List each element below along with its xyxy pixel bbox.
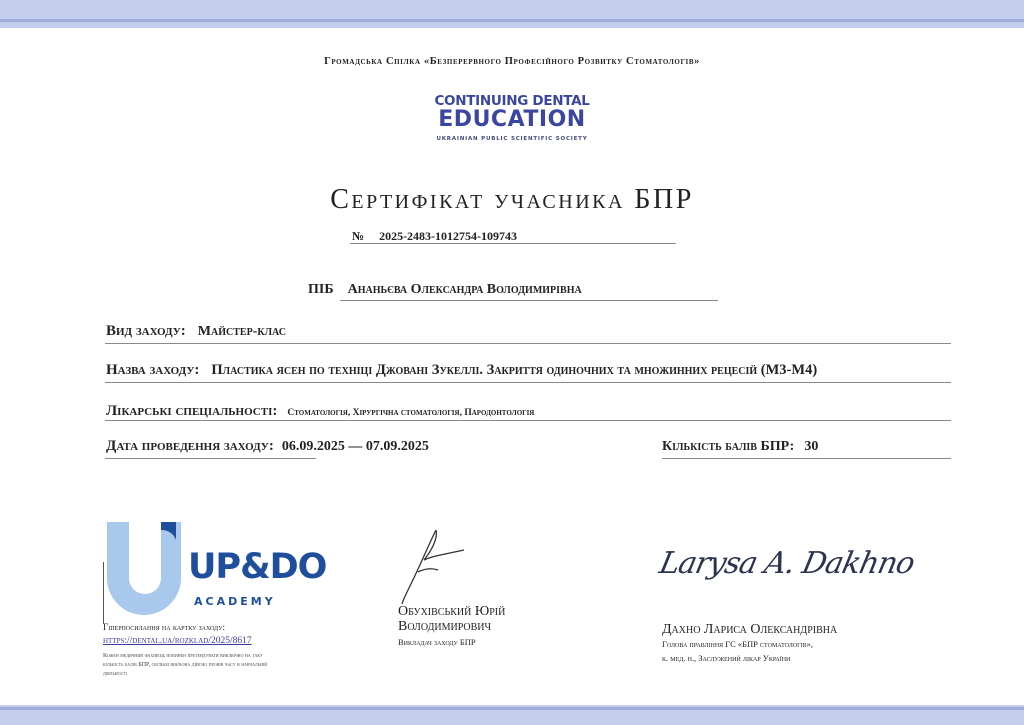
number-underline (350, 243, 676, 244)
type-label: Вид заходу: (106, 323, 186, 339)
signature-1-icon (398, 526, 468, 606)
name-underline (340, 300, 718, 301)
participant-name (308, 280, 582, 298)
event-link[interactable]: https://dental.ua/rozklad/2025/8617 (103, 636, 252, 646)
cde-logo (412, 94, 612, 142)
specialties-label: Лікарські спеціальності: (106, 403, 278, 419)
name-value: Ананьєва Олександра Володимирівна (347, 282, 582, 297)
certificate-title: Сертифікат учасника БПР (330, 184, 694, 215)
points-underline (662, 458, 951, 459)
signer1-role: Викладач заходу БПР (398, 637, 476, 647)
points-label: Кількість балів БПР: (662, 439, 795, 454)
updo-logo (104, 520, 334, 615)
date-label: Дата проведення заходу: (106, 438, 274, 454)
type-value: Майстер-клас (197, 324, 286, 339)
certificate-number (352, 229, 517, 244)
signer2-role-line1: Голова правління ГС «БПР стоматологів», (662, 639, 813, 649)
organization-header: Громадська Спілка «Безперервного Професійного Розвитку Стоматологів» (324, 56, 700, 67)
date-underline (105, 458, 316, 459)
signer2-role-line2: к. мед. н., Заслужений лікар України (662, 653, 791, 663)
number-label: № (352, 229, 365, 243)
specialties-row (106, 402, 534, 420)
specialties-underline (105, 420, 951, 421)
signer1-name-line1: Обухівський Юрій (398, 604, 506, 619)
date-row (106, 437, 429, 455)
signature-2: Larysa A. Dakhno (656, 546, 918, 581)
points-value: 30 (804, 439, 819, 454)
cde-logo-line3: UKRAINIAN PUBLIC SCIENTIFIC SOCIETY (436, 136, 588, 142)
cde-logo-line1: CONTINUING DENTAL (434, 93, 590, 109)
event-value: Пластика ясен по техніці Джовані Зукеллі. Закриття одиночних та множинних рецесій (М3-М4) (211, 362, 818, 378)
link-label: Гіперпосилання на картку заходу: (103, 622, 225, 632)
event-name-row (106, 361, 817, 379)
event-underline (105, 382, 951, 383)
signer2-name: Дахно Лариса Олександрівна (662, 622, 838, 637)
bottom-band (0, 705, 1024, 725)
disclaimer-note: Кожен медичний фахівець повинен претендувати виключно на таку кількість балів БПР, скільки він/вона дійсно провів часу в навчальній діяльності (103, 653, 268, 677)
points-row (662, 437, 818, 455)
updo-brand: UP&DO (188, 547, 327, 587)
name-label: ПІБ (308, 282, 334, 297)
specialties-value: Стоматологія, Хірургічна стоматологія, Пародонтологія (287, 408, 535, 418)
type-underline (105, 343, 951, 344)
updo-sub: ACADEMY (194, 595, 276, 608)
event-label: Назва заходу: (106, 362, 200, 378)
updo-u-mark-icon (104, 520, 184, 615)
event-type-row (106, 322, 286, 340)
number-value: 2025-2483-1012754-109743 (379, 229, 518, 243)
left-divider (103, 562, 104, 624)
cde-logo-line2: EDUCATION (438, 107, 586, 132)
date-value: 06.09.2025 — 07.09.2025 (281, 439, 429, 454)
top-band (0, 0, 1024, 28)
signer1-name-line2: Володимирович (398, 619, 492, 634)
